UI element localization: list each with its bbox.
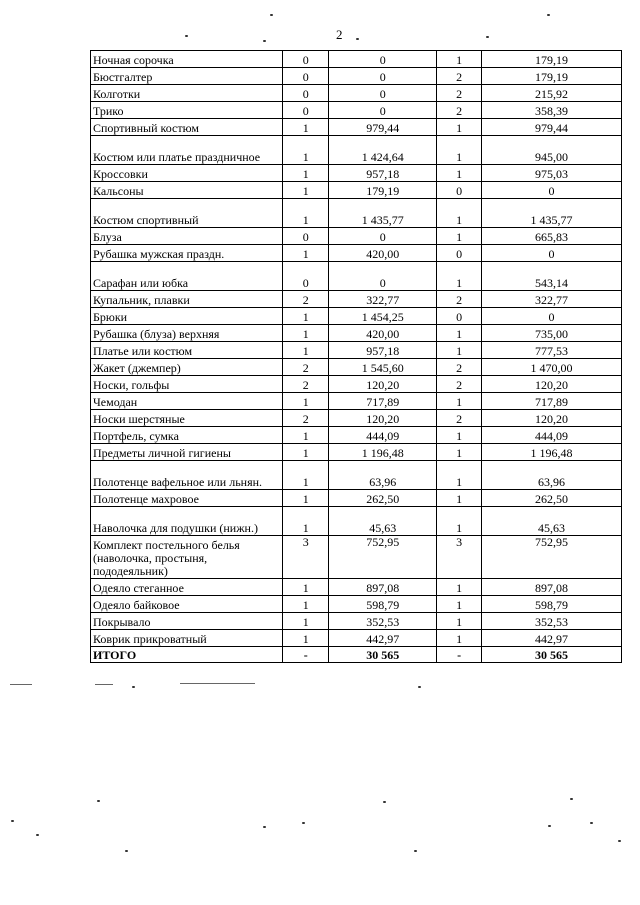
total-sum-1-cell: 30 565 [329,647,437,663]
table-row [91,630,622,647]
sum-1-cell: 120,20 [329,376,437,393]
scan-speck [418,686,421,688]
quantity-1-cell: 1 [283,136,329,165]
sum-2-cell: 897,08 [482,579,622,596]
sum-2-cell: 352,53 [482,613,622,630]
sum-1-cell: 45,63 [329,507,437,536]
quantity-2-cell: 1 [437,199,482,228]
item-name-cell: Сарафан или юбка [91,262,283,291]
scan-speck [570,798,573,800]
sum-1-cell: 63,96 [329,461,437,490]
scan-speck [263,40,266,42]
scan-streak [180,683,255,684]
quantity-1-cell: 0 [283,102,329,119]
sum-2-cell: 598,79 [482,596,622,613]
sum-2-cell: 120,20 [482,410,622,427]
item-name-cell: Чемодан [91,393,283,410]
sum-1-cell: 1 424,64 [329,136,437,165]
sum-1-cell: 752,95 [329,536,437,579]
table-row [91,613,622,630]
sum-1-cell: 717,89 [329,393,437,410]
sum-2-cell: 444,09 [482,427,622,444]
table-row [91,376,622,393]
sum-1-cell: 352,53 [329,613,437,630]
total-item-name-cell: ИТОГО [91,647,283,663]
sum-2-cell: 215,92 [482,85,622,102]
scan-speck [11,820,14,822]
table-row [91,427,622,444]
sum-1-cell: 444,09 [329,427,437,444]
item-name-cell: Платье или костюм [91,342,283,359]
quantity-2-cell: 1 [437,427,482,444]
sum-1-cell: 1 545,60 [329,359,437,376]
sum-1-cell: 0 [329,85,437,102]
quantity-1-cell: 1 [283,507,329,536]
item-name-cell: Купальник, плавки [91,291,283,308]
item-name-cell: Трико [91,102,283,119]
quantity-2-cell: 1 [437,51,482,68]
sum-2-cell: 945,00 [482,136,622,165]
item-name-cell: Полотенце вафельное или льнян. [91,461,283,490]
item-name-cell: Портфель, сумка [91,427,283,444]
quantity-2-cell: 1 [437,613,482,630]
sum-1-cell: 1 435,77 [329,199,437,228]
sum-1-cell: 957,18 [329,342,437,359]
quantity-1-cell: 0 [283,85,329,102]
quantity-1-cell: 1 [283,444,329,461]
quantity-2-cell: 0 [437,182,482,199]
sum-1-cell: 442,97 [329,630,437,647]
sum-1-cell: 262,50 [329,490,437,507]
sum-1-cell: 0 [329,262,437,291]
quantity-2-cell: 2 [437,291,482,308]
item-name-cell: Спортивный костюм [91,119,283,136]
quantity-2-cell: 1 [437,596,482,613]
sum-1-cell: 420,00 [329,325,437,342]
total-sum-2-cell: 30 565 [482,647,622,663]
quantity-1-cell: 1 [283,165,329,182]
quantity-2-cell: 1 [437,165,482,182]
sum-1-cell: 1 454,25 [329,308,437,325]
quantity-2-cell: 1 [437,342,482,359]
quantity-1-cell: 1 [283,630,329,647]
sum-2-cell: 358,39 [482,102,622,119]
quantity-1-cell: 3 [283,536,329,579]
quantity-1-cell: 1 [283,490,329,507]
quantity-2-cell: 3 [437,536,482,579]
quantity-1-cell: 1 [283,119,329,136]
scan-speck [618,840,621,842]
scan-streak [10,684,32,685]
scan-speck [125,850,128,852]
quantity-1-cell: 1 [283,596,329,613]
sum-1-cell: 0 [329,68,437,85]
scan-speck [590,822,593,824]
quantity-1-cell: 2 [283,410,329,427]
item-name-cell: Кроссовки [91,165,283,182]
scan-speck [383,801,386,803]
item-name-cell: Рубашка мужская праздн. [91,245,283,262]
quantity-1-cell: 0 [283,262,329,291]
table-row [91,579,622,596]
item-name-cell: Жакет (джемпер) [91,359,283,376]
sum-1-cell: 120,20 [329,410,437,427]
quantity-2-cell: 1 [437,228,482,245]
quantity-2-cell: 1 [437,393,482,410]
scan-speck [36,834,39,836]
sum-2-cell: 752,95 [482,536,622,579]
quantity-1-cell: 0 [283,51,329,68]
sum-2-cell: 262,50 [482,490,622,507]
quantity-1-cell: 1 [283,342,329,359]
quantity-1-cell: 1 [283,613,329,630]
item-name-cell: Полотенце махровое [91,490,283,507]
quantity-1-cell: 0 [283,68,329,85]
scan-speck [302,822,305,824]
quantity-2-cell: 1 [437,579,482,596]
table-row [91,102,622,119]
quantity-2-cell: 1 [437,136,482,165]
item-name-cell: Колготки [91,85,283,102]
quantity-2-cell: 1 [437,507,482,536]
scan-speck [270,14,273,16]
quantity-1-cell: 1 [283,245,329,262]
table-row [91,507,622,536]
scan-streak [95,684,113,685]
item-name-cell: Бюстгалтер [91,68,283,85]
sum-1-cell: 0 [329,51,437,68]
table-row [91,136,622,165]
sum-2-cell: 0 [482,245,622,262]
items-table [90,50,622,663]
total-quantity-2-cell: - [437,647,482,663]
quantity-1-cell: 1 [283,579,329,596]
scan-speck [486,36,489,38]
table-row [91,182,622,199]
sum-2-cell: 543,14 [482,262,622,291]
sum-1-cell: 420,00 [329,245,437,262]
scan-speck [97,800,100,802]
quantity-1-cell: 2 [283,359,329,376]
quantity-1-cell: 1 [283,393,329,410]
sum-1-cell: 179,19 [329,182,437,199]
quantity-2-cell: 1 [437,444,482,461]
item-name-cell: Костюм или платье праздничное [91,136,283,165]
table-row [91,308,622,325]
quantity-1-cell: 1 [283,199,329,228]
quantity-1-cell: 1 [283,461,329,490]
table-row [91,410,622,427]
quantity-1-cell: 1 [283,325,329,342]
quantity-2-cell: 1 [437,325,482,342]
quantity-2-cell: 1 [437,490,482,507]
sum-1-cell: 979,44 [329,119,437,136]
sum-2-cell: 45,63 [482,507,622,536]
quantity-2-cell: 2 [437,68,482,85]
item-name-cell: Коврик прикроватный [91,630,283,647]
sum-1-cell: 0 [329,102,437,119]
item-name-cell: Покрывало [91,613,283,630]
sum-2-cell: 322,77 [482,291,622,308]
sum-2-cell: 63,96 [482,461,622,490]
quantity-2-cell: 2 [437,102,482,119]
quantity-2-cell: 2 [437,359,482,376]
table-row [91,325,622,342]
sum-2-cell: 777,53 [482,342,622,359]
quantity-2-cell: 1 [437,461,482,490]
quantity-2-cell: 2 [437,376,482,393]
table-row [91,228,622,245]
scan-speck [185,35,188,37]
total-quantity-1-cell: - [283,647,329,663]
quantity-2-cell: 2 [437,85,482,102]
quantity-1-cell: 1 [283,308,329,325]
table-row [91,119,622,136]
sum-2-cell: 717,89 [482,393,622,410]
scan-speck [548,825,551,827]
sum-2-cell: 0 [482,308,622,325]
table-row [91,490,622,507]
table-row [91,291,622,308]
quantity-2-cell: 1 [437,119,482,136]
scan-speck [356,38,359,40]
quantity-2-cell: 1 [437,630,482,647]
item-name-cell: Костюм спортивный [91,199,283,228]
sum-2-cell: 735,00 [482,325,622,342]
sum-2-cell: 179,19 [482,68,622,85]
quantity-1-cell: 2 [283,291,329,308]
sum-2-cell: 0 [482,182,622,199]
sum-1-cell: 0 [329,228,437,245]
item-name-cell: Ночная сорочка [91,51,283,68]
page-number: 2 [336,27,343,42]
table-row [91,444,622,461]
quantity-2-cell: 0 [437,308,482,325]
sum-2-cell: 1 435,77 [482,199,622,228]
sum-2-cell: 979,44 [482,119,622,136]
sum-2-cell: 975,03 [482,165,622,182]
scan-speck [132,686,135,688]
scan-speck [263,826,266,828]
total-row [91,647,622,663]
item-name-cell: Одеяло байковое [91,596,283,613]
item-name-cell: Наволочка для подушки (нижн.) [91,507,283,536]
quantity-2-cell: 2 [437,410,482,427]
sum-2-cell: 665,83 [482,228,622,245]
quantity-2-cell: 1 [437,262,482,291]
table-row [91,359,622,376]
table-row [91,85,622,102]
sum-2-cell: 442,97 [482,630,622,647]
item-name-cell: Комплект постельного белья (наволочка, простыня, пододеяльник) [91,536,283,579]
item-name-cell: Рубашка (блуза) верхняя [91,325,283,342]
sum-2-cell: 120,20 [482,376,622,393]
item-name-cell: Носки, гольфы [91,376,283,393]
quantity-1-cell: 1 [283,182,329,199]
item-name-cell: Носки шерстяные [91,410,283,427]
sum-2-cell: 1 196,48 [482,444,622,461]
table-row [91,461,622,490]
quantity-2-cell: 0 [437,245,482,262]
item-name-cell: Одеяло стеганное [91,579,283,596]
table-row [91,342,622,359]
items-table-body [91,51,622,663]
sum-1-cell: 897,08 [329,579,437,596]
quantity-1-cell: 1 [283,427,329,444]
table-row [91,596,622,613]
item-name-cell: Кальсоны [91,182,283,199]
table-row [91,393,622,410]
quantity-1-cell: 2 [283,376,329,393]
table-row [91,262,622,291]
scan-speck [547,14,550,16]
scan-speck [414,850,417,852]
sum-1-cell: 957,18 [329,165,437,182]
sum-2-cell: 179,19 [482,51,622,68]
sum-1-cell: 322,77 [329,291,437,308]
item-name-cell: Блуза [91,228,283,245]
table-row [91,536,622,579]
quantity-1-cell: 0 [283,228,329,245]
item-name-cell: Предметы личной гигиены [91,444,283,461]
sum-1-cell: 598,79 [329,596,437,613]
table-row [91,199,622,228]
item-name-cell: Брюки [91,308,283,325]
table-row [91,245,622,262]
sum-2-cell: 1 470,00 [482,359,622,376]
table-row [91,165,622,182]
table-row [91,68,622,85]
table-row [91,51,622,68]
sum-1-cell: 1 196,48 [329,444,437,461]
